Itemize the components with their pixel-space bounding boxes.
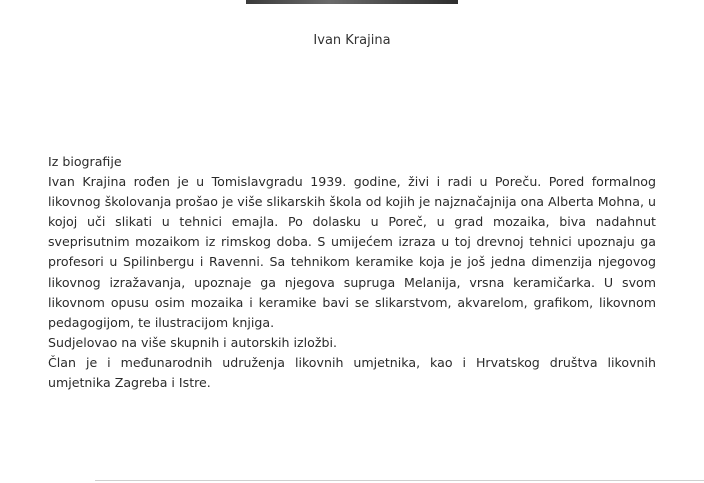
membership-paragraph: Član je i međunarodnih udruženja likovnih umjetnika, kao i Hrvatskog društva likovnih umjetnika Zagreba i Istre. [48,354,656,391]
exhibitions-paragraph: Sudjelovao na više skupnih i autorskih izložbi. [48,334,337,350]
biography-paragraph: Ivan Krajina rođen je u Tomislavgradu 1939. godine, živi i radi u Poreču. Pored formalnog likovnog školovanja prošao je više slikarskih škola od kojih je najznačajnija ona Alberta Mohna, u kojoj uči slikati u tehnici emajla. Po dolasku u Poreč, u grad mozaika, biva nadahnut sveprisutnim mozaikom iz rimskog doba. S umijećem izraza u toj drevnoj tehnici upoznaju ga profesori u Spilinbergu i Ravenni. Sa tehnikom keramike koja je još jedna dimenzija njegovog likovnog izražavanja, upoznaje ga njegova supruga Melanija, vrsna keramičarka. U svom likovnom opusu osim mozaika i keramike bavi se slikarstvom, akvarelom, grafikom, likovnom pedagogijom, te ilustracijom knjiga. [48,174,656,330]
footer-divider [95,480,704,481]
biography-section [48,152,656,393]
biography-heading: Iz biografije [48,154,122,169]
artist-photo [246,0,458,4]
photo-caption: Ivan Krajina [313,33,391,48]
